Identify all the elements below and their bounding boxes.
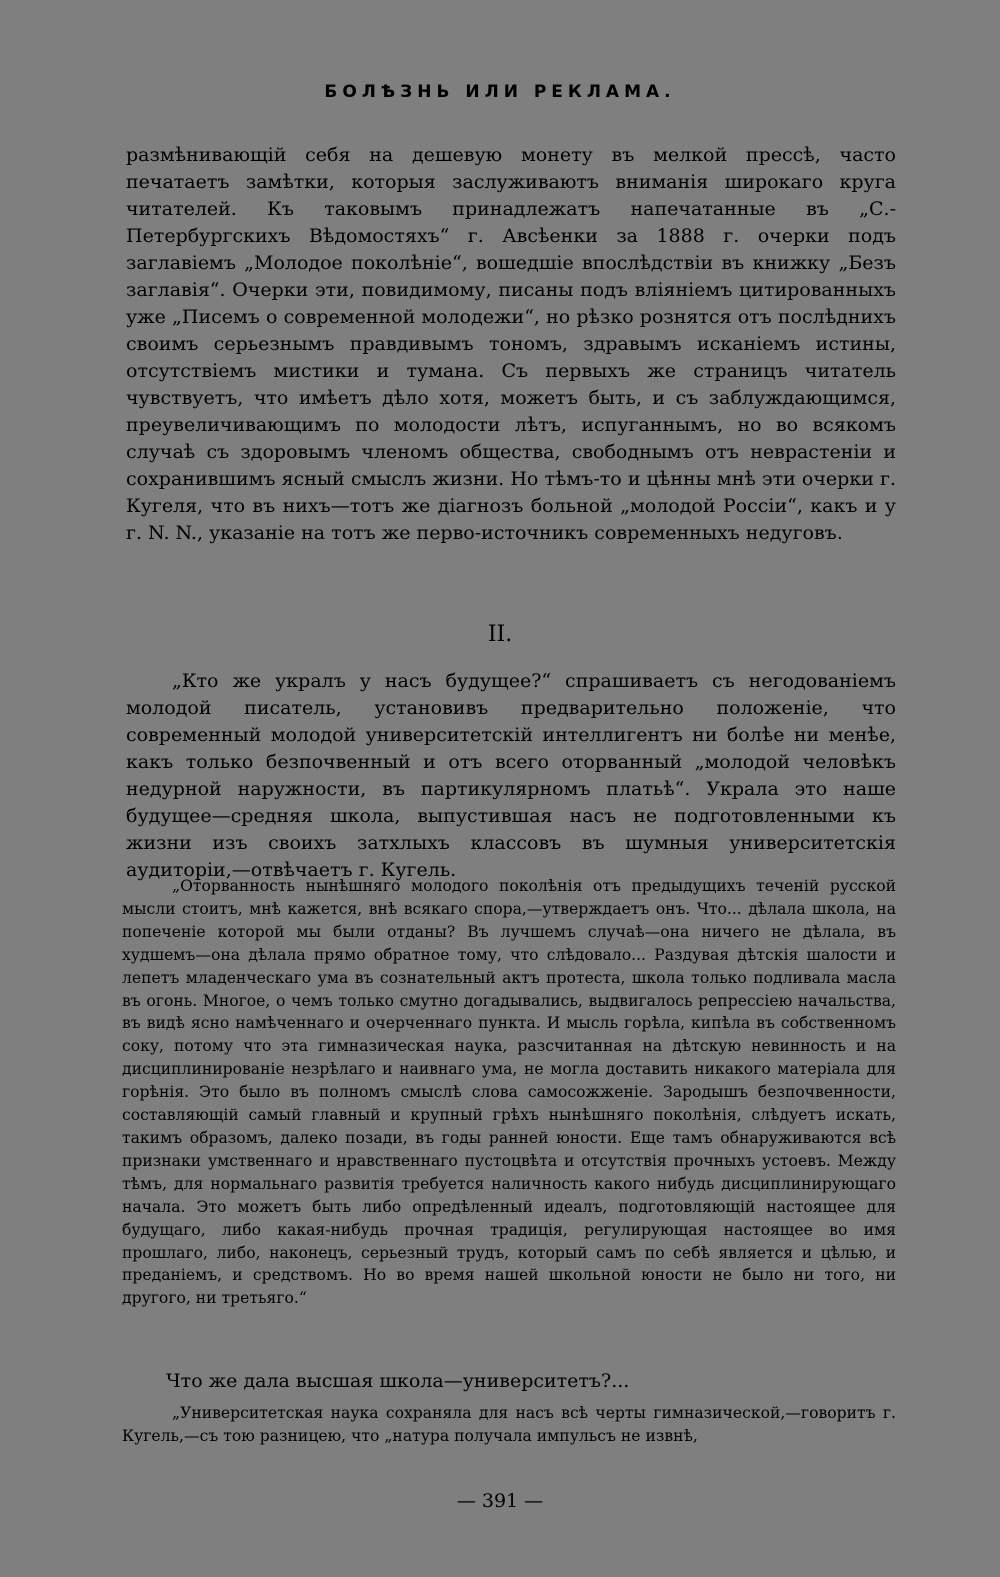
block-quote: „Оторванность нынѣшняго молодого поколѣнія отъ предыдущихъ теченій русской мысли стоитъ, мнѣ кажется, внѣ всякаго спора,—утверждаетъ онъ. Что... дѣлала школа, на попеченіе которой мы были отданы? Въ лучшемъ случаѣ—она ничего не дѣлала, въ худшемъ—она дѣлала прямо обратное тому, что слѣдовало... Раздувая дѣтскія шалости и лепетъ младенческаго ума въ сознательный актъ протеста, школа только подливала масла въ огонь. Многое, о чемъ только смутно догадывались, выдвигалось репрессіею начальства, въ видѣ ясно намѣченнаго и очерченнаго пункта. И мысль горѣла, кипѣла въ собственномъ соку, потому что эта гимназическая наука, разсчитанная на дѣтскую невинность и на дисциплинированіе незрѣлаго и наивнаго ума, не могла доставить никакого матеріала для горѣнія. Это было въ полномъ смыслѣ слова самосожженіе. Зародышъ безпочвенности, составляющій самый главный и крупный грѣхъ нынѣшняго поколѣнія, слѣдуетъ искать, такимъ образомъ, далеко позади, въ годы ранней юности. Еще тамъ обнаруживаются всѣ признаки умственнаго и нравственнаго пустоцвѣта и отсутствія прочныхъ устоевъ. Между тѣмъ, для нормальнаго развитія требуется наличность какого нибудь дисциплинирующаго начала. Это можетъ быть либо опредѣленный идеалъ, подготовляющій настоящее для будущаго, либо какая-нибудь прочная традиція, регулирующая настоящее во имя прошлаго, либо, наконецъ, серьезный трудъ, который самъ по себѣ является и цѣлью, и преданіемъ, и средствомъ. Но во время нашей школьной юности не было ни того, ни другого, ни третьяго.“ bbox=[122, 877, 896, 1308]
page-number: — 391 — bbox=[456, 1490, 544, 1512]
block-quote: „Университетская наука сохраняла для насъ всѣ черты гимназической,—говоритъ г. Кугель,—съ тою разницею, что „натура получала импульсъ не извнѣ, bbox=[122, 1404, 896, 1445]
running-head: БОЛѢЗНЬ ИЛИ РЕКЛАМА. bbox=[324, 82, 676, 102]
section-number: II. bbox=[487, 622, 513, 647]
paragraph: „Кто же укралъ у насъ будущее?“ спрашиваетъ съ негодованіемъ молодой писатель, установивъ предварительно положеніе, что современный молодой университетскій интеллигентъ ни болѣе ни менѣе, какъ только безпочвенный и отъ всего оторванный „молодой человѣкъ недурной наружности, въ партикулярномъ платьѣ“. Украла это наше будущее—средняя школа, выпустившая насъ не подготовленными къ жизни изъ своихъ затхлыхъ классовъ въ шумныя университетскія аудиторіи,—отвѣчаетъ г. Кугель. bbox=[126, 670, 896, 881]
paragraph: размѣнивающій себя на дешевую монету въ мелкой прессѣ, часто печатаетъ замѣтки, которыя заслуживаютъ вниманія широкаго круга читателей. Къ таковымъ принадлежатъ напечатанные въ „С.-Петербургскихъ Вѣдомостяхъ“ г. Авсѣенки за 1888 г. очерки подъ заглавіемъ „Молодое поколѣніе“, вошедшіе впослѣдствіи въ книжку „Безъ заглавія“. Очерки эти, повидимому, писаны подъ вліяніемъ цитированныхъ уже „Писемъ о современной молодежи“, но рѣзко рознятся отъ послѣднихъ своимъ серьезнымъ правдивымъ тономъ, здравымъ исканіемъ истины, отсутствіемъ мистики и тумана. Съ первыхъ же страницъ читатель чувствуетъ, что имѣетъ дѣло хотя, можетъ быть, и съ заблуждающимся, преувеличивающимъ по молодости лѣтъ, испуганнымъ, но во всякомъ случаѣ съ здоровымъ членомъ общества, свободнымъ отъ неврастеніи и сохранившимъ ясный смыслъ жизни. Но тѣмъ-то и цѣнны мнѣ эти очерки г. Кугеля, что въ нихъ—тотъ же діагнозъ больной „молодой Россіи“, какъ и у г. N. N., указаніе на тотъ же перво-источникъ современныхъ недуговъ. bbox=[126, 144, 896, 544]
paragraph: Что же дала высшая школа—университетъ?... bbox=[166, 1370, 630, 1392]
